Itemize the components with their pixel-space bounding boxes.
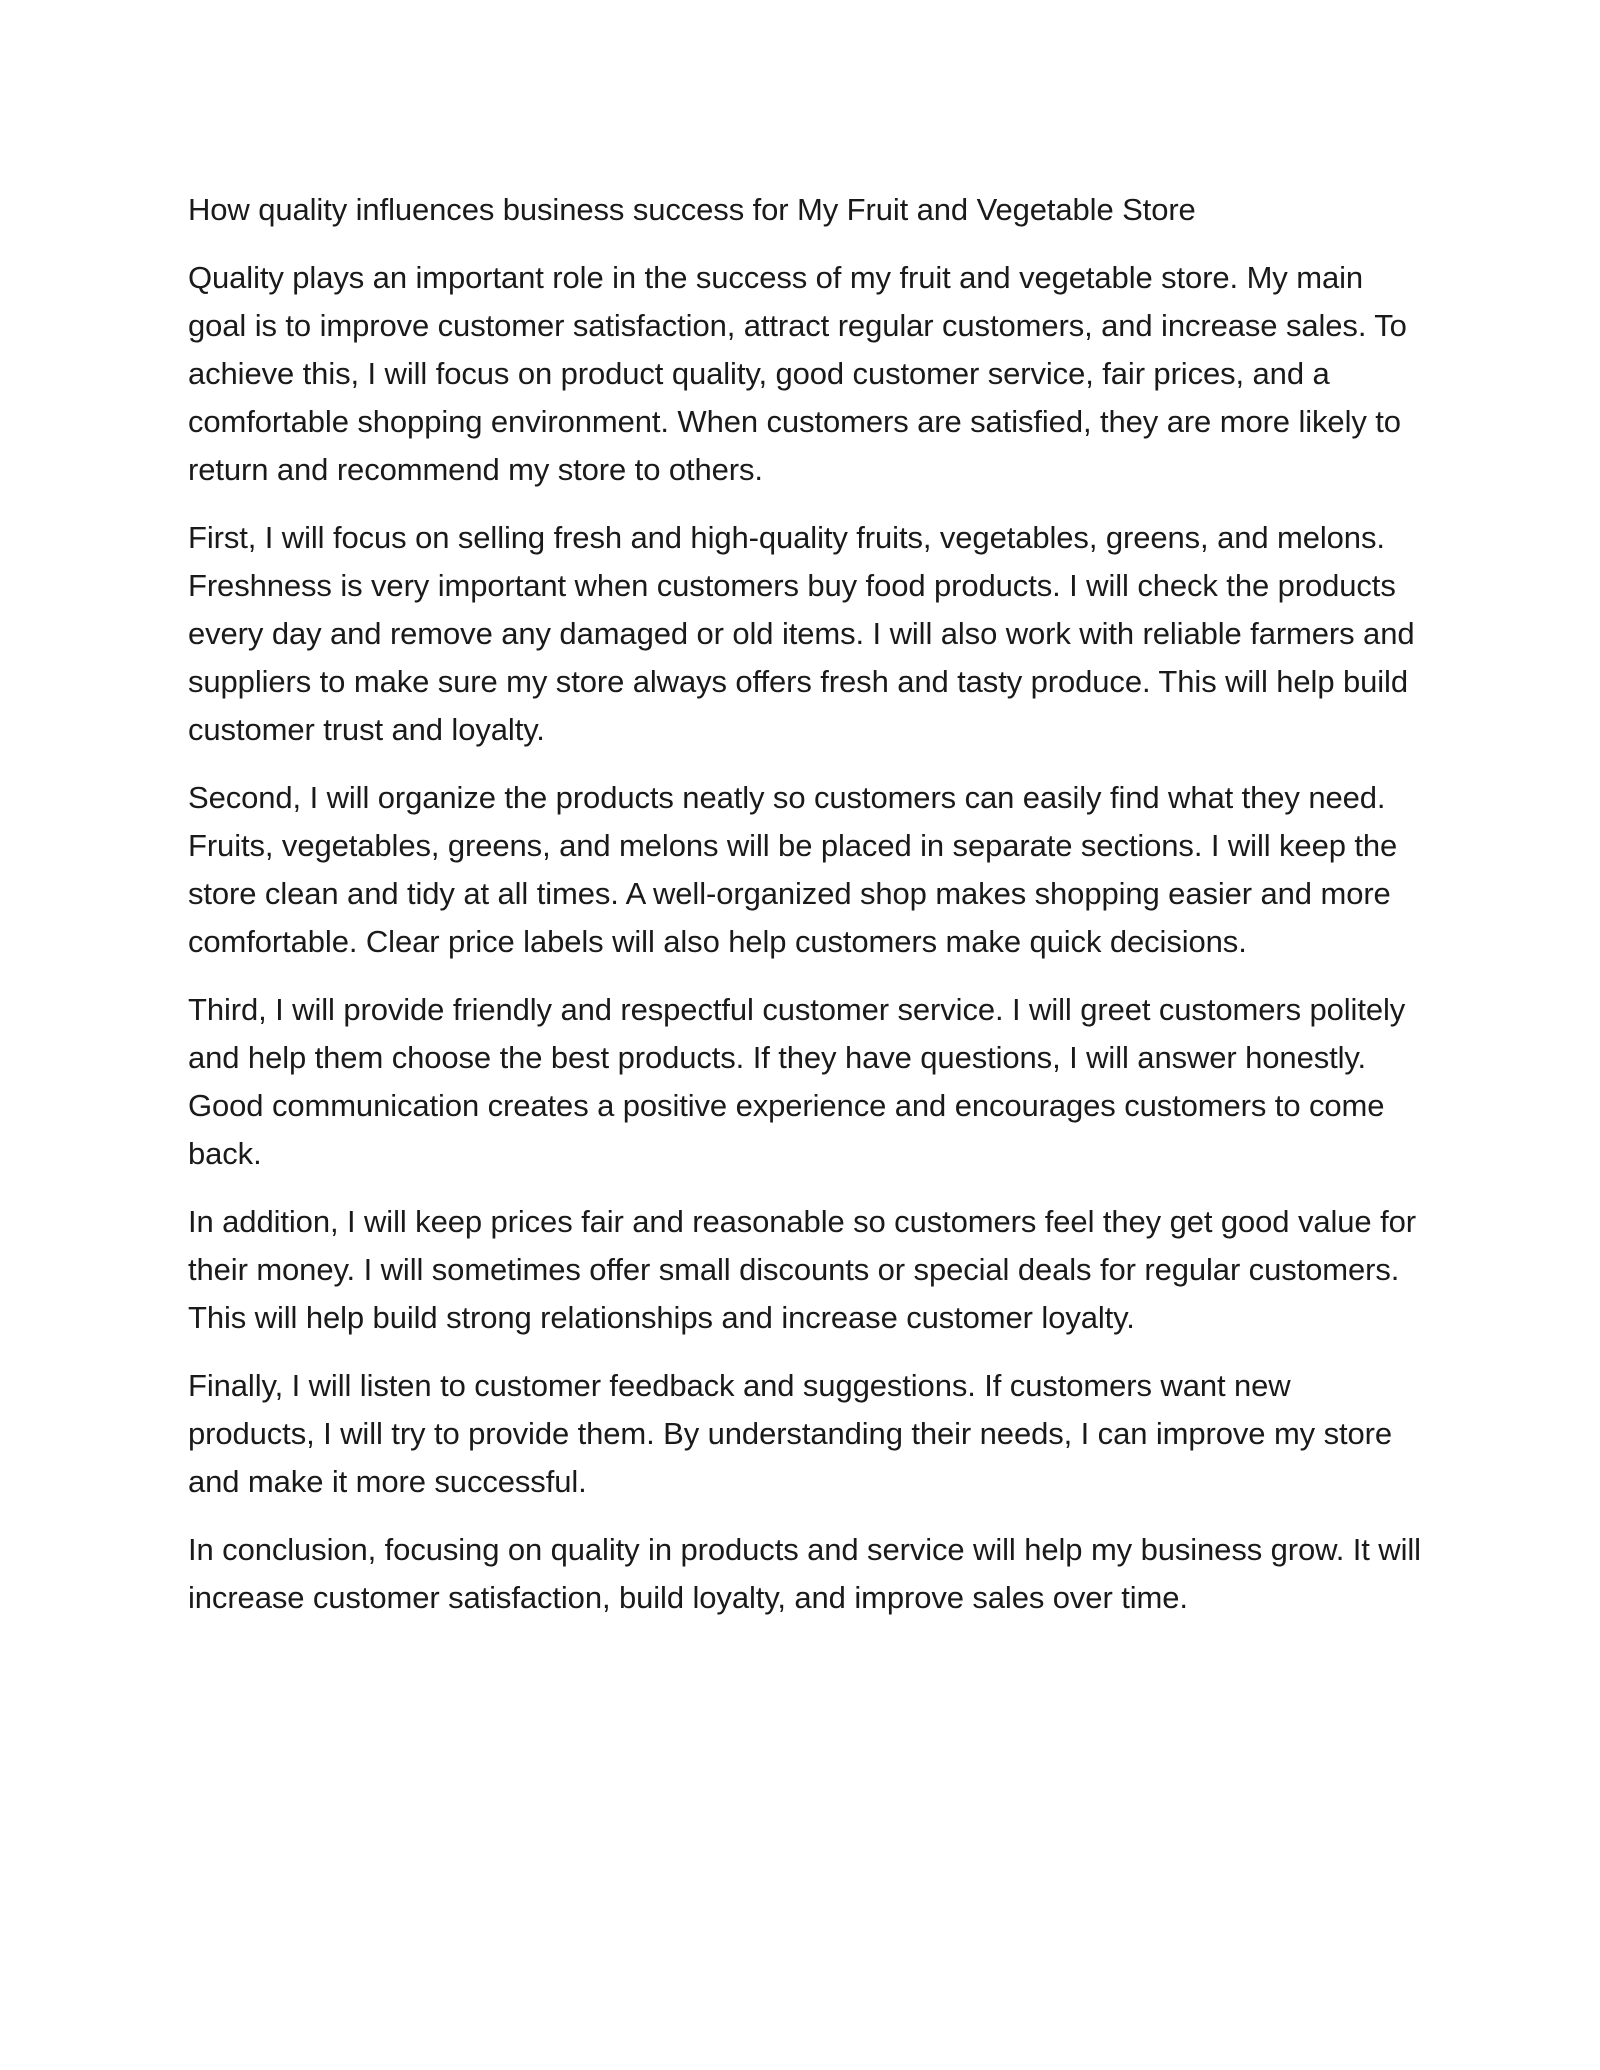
paragraph-conclusion: In conclusion, focusing on quality in products and service will help my business grow. It will increase customer satisfaction, build loyalty, and improve sales over time. <box>188 1532 1421 1615</box>
paragraph-customer-feedback: Finally, I will listen to customer feedback and suggestions. If customers want new products, I will try to provide them. By understanding their needs, I can improve my store and make it more successful. <box>188 1368 1392 1499</box>
paragraph-store-organization: Second, I will organize the products neatly so customers can easily find what they need. Fruits, vegetables, greens, and melons will be placed in separate sections. I will keep the store clean and tidy at all times. A well-organized shop makes shopping easier and more comfortable. Clear price labels will also help customers make quick decisions. <box>188 780 1398 959</box>
paragraph-introduction: Quality plays an important role in the success of my fruit and vegetable store. My main goal is to improve customer satisfaction, attract regular customers, and increase sales. To achieve this, I will focus on product quality, good customer service, fair prices, and a comfortable shopping environment. When customers are satisfied, they are more likely to return and recommend my store to others. <box>188 260 1407 487</box>
document-title: How quality influences business success for My Fruit and Vegetable Store <box>188 192 1196 227</box>
paragraph-product-freshness: First, I will focus on selling fresh and high-quality fruits, vegetables, greens, and melons. Freshness is very important when customers buy food products. I will check the products every day and remove any damaged or old items. I will also work with reliable farmers and suppliers to make sure my store always offers fresh and tasty produce. This will help build customer trust and loyalty. <box>188 520 1415 747</box>
paragraph-customer-service: Third, I will provide friendly and respectful customer service. I will greet customers politely and help them choose the best products. If they have questions, I will answer honestly. Good communication creates a positive experience and encourages customers to come back. <box>188 992 1406 1171</box>
paragraph-fair-prices: In addition, I will keep prices fair and reasonable so customers feel they get good value for their money. I will sometimes offer small discounts or special deals for regular customers. This will help build strong relationships and increase customer loyalty. <box>188 1204 1416 1335</box>
document-body <box>188 186 1424 1642</box>
